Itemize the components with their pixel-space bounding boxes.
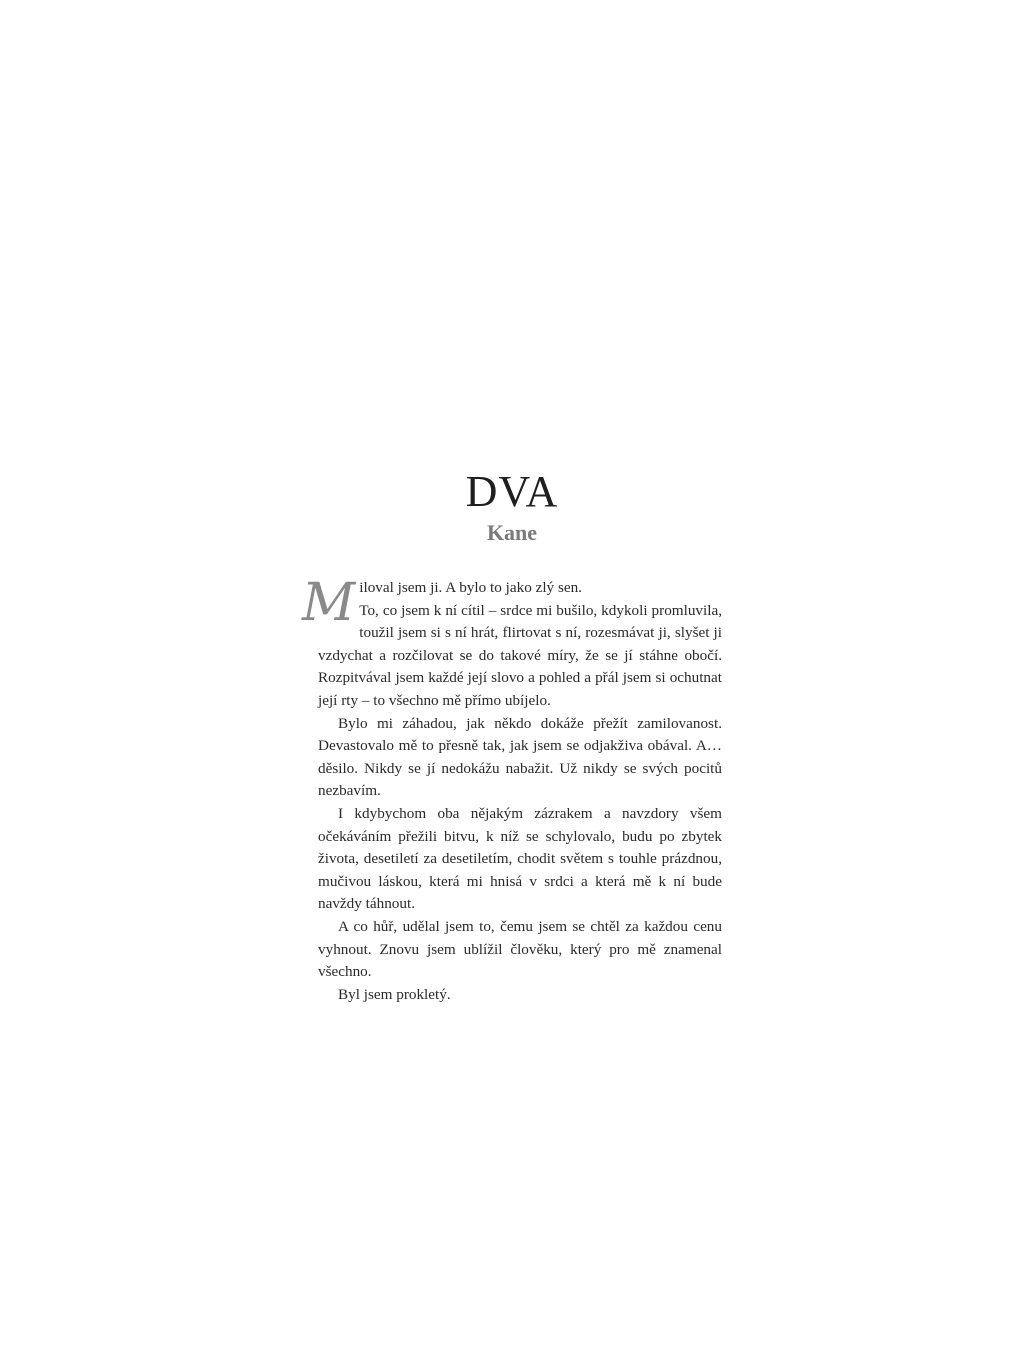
- paragraph-2: Bylo mi záhadou, jak někdo dokáže přežít zamilovanost. Devastovalo mě to přesně tak, jak jsem se odjakživa obával. A… děsilo. Nikdy se jí nedokážu nabažit. Už nikdy se svých pocitů nezbavím.: [318, 714, 722, 800]
- chapter-title: DVA: [465, 467, 559, 516]
- drop-cap: M: [302, 573, 356, 633]
- chapter-text: [302, 573, 722, 1006]
- chapter-subtitle: Kane: [486, 520, 538, 545]
- first-line-text: iloval jsem ji. A bylo to jako zlý sen.: [359, 579, 582, 596]
- paragraph-4: A co hůř, udělal jsem to, čemu jsem se chtěl za každou cenu vyhnout. Znovu jsem ublížil člověku, který pro mě znamenal všechno.: [318, 917, 722, 981]
- paragraph-3: I kdybychom oba nějakým zázrakem a navzdory všem očekáváním přežili bitvu, k níž se schylovalo, budu po zbytek života, desetiletí za desetiletím, chodit světem s touhle prázdnou, mučivou láskou, která mi hnisá v srdci a která mě k ní bude navždy táhnout.: [318, 804, 722, 913]
- paragraph-1-text: To, co jsem k ní cítil – srdce mi bušilo, kdykoli promluvila, toužil jsem si s ní hrát, flirtovat s ní, rozesmávat ji, slyšet ji vzdychat a rozčilovat se do takové míry, že se jí stáhne obočí. Rozpitvával jsem každé její slovo a pohled a přál jsem si ochutnat její rty – to všechno mě přímo ubíjelo.: [318, 601, 722, 709]
- paragraph-5: Byl jsem prokletý.: [338, 985, 451, 1003]
- paragraph-1: [302, 573, 722, 713]
